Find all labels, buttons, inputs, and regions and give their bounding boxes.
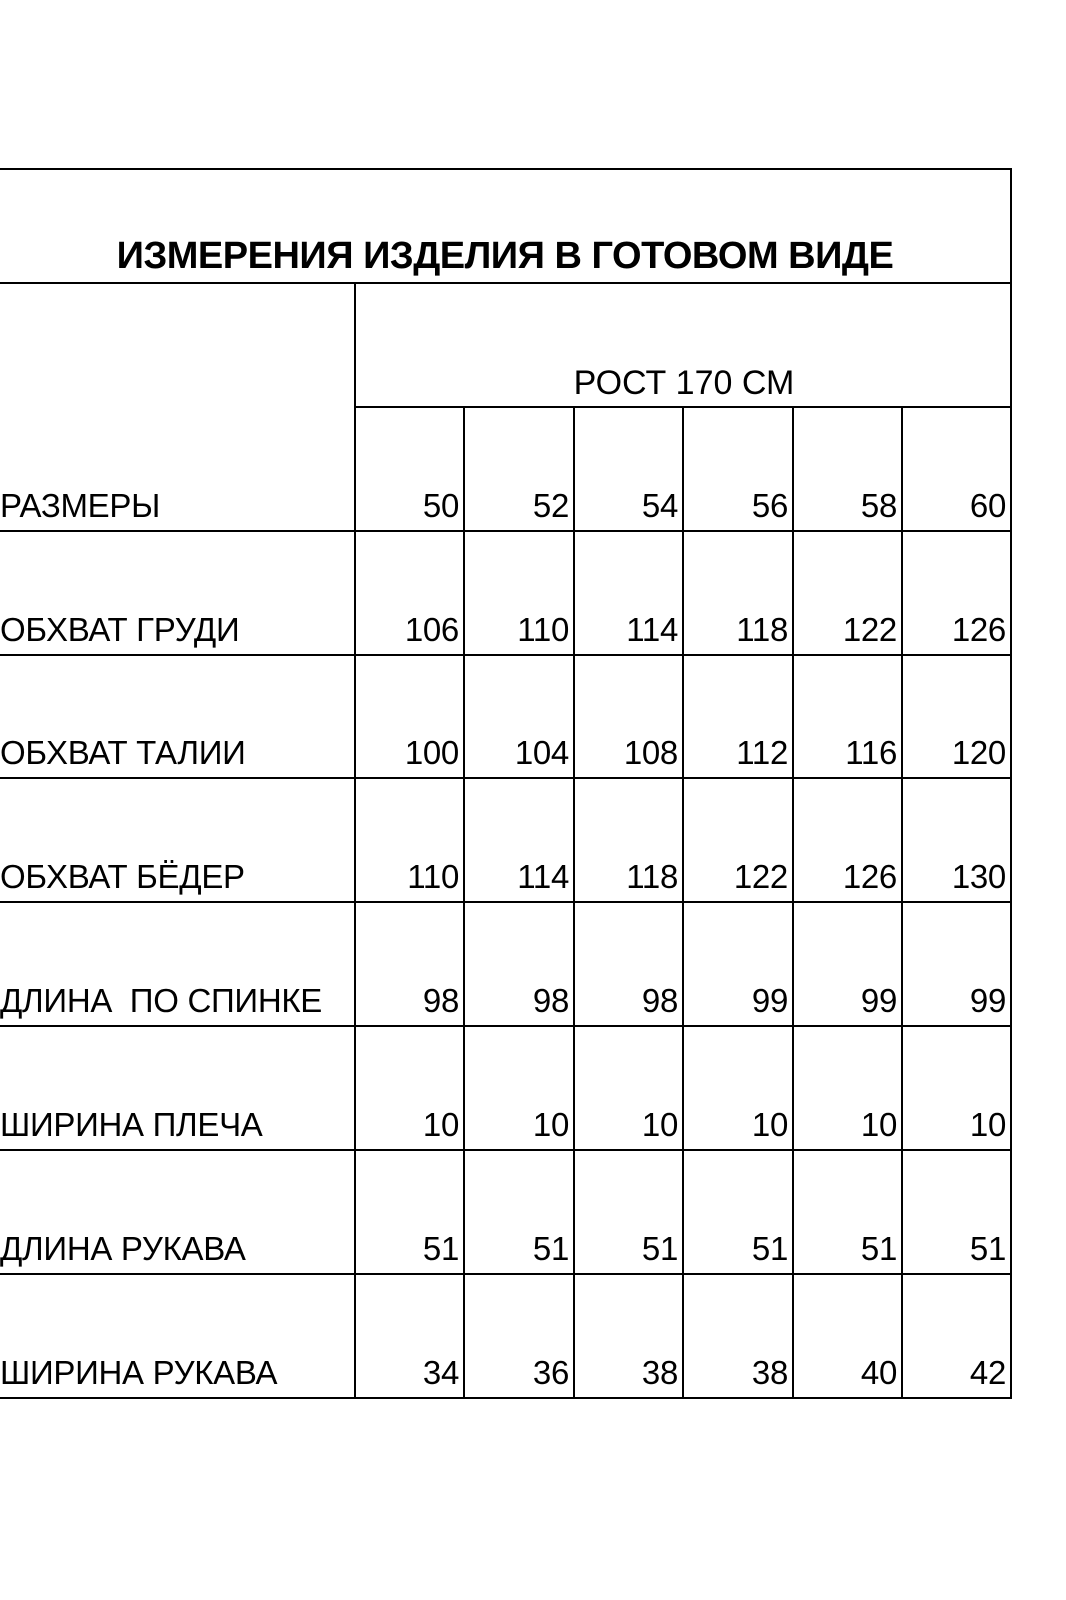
table-cell: 116 [845, 734, 897, 771]
table-cell: 10 [751, 1106, 788, 1143]
size-column-divider [792, 408, 794, 1399]
row-label: ШИРИНА ПЛЕЧА [0, 1106, 263, 1143]
table-cell: 112 [736, 734, 788, 771]
row-label: ОБХВАТ БЁДЕР [0, 858, 245, 895]
table-cell: 56 [751, 487, 788, 524]
row-divider [0, 1397, 1012, 1399]
title-divider [0, 282, 1012, 284]
label-column-divider [354, 284, 356, 1399]
table-cell: 106 [404, 611, 459, 648]
table-cell: 10 [422, 1106, 459, 1143]
table-cell: 130 [951, 858, 1006, 895]
row-label: ОБХВАТ ГРУДИ [0, 611, 240, 648]
table-cell: 122 [842, 611, 897, 648]
row-divider [0, 777, 1012, 779]
table-cell: 126 [951, 611, 1006, 648]
table-cell: 98 [641, 982, 678, 1019]
row-label: ОБХВАТ ТАЛИИ [0, 734, 246, 771]
table-title: ИЗМЕРЕНИЯ ИЗДЕЛИЯ В ГОТОВОМ ВИДЕ [116, 235, 894, 277]
size-column-divider [682, 408, 684, 1399]
table-cell: 98 [422, 982, 459, 1019]
table-cell: 10 [532, 1106, 569, 1143]
table-cell: 51 [969, 1230, 1006, 1267]
table-border-right [1010, 168, 1012, 1399]
table-cell: 42 [969, 1354, 1006, 1391]
table-cell: 114 [626, 611, 678, 648]
table-cell: 99 [860, 982, 897, 1019]
table-cell: 51 [422, 1230, 459, 1267]
table-cell: 99 [751, 982, 788, 1019]
table-cell: 38 [641, 1354, 678, 1391]
table-cell: 58 [860, 487, 897, 524]
table-cell: 120 [951, 734, 1006, 771]
table-cell: 10 [641, 1106, 678, 1143]
table-cell: 36 [532, 1354, 569, 1391]
table-cell: 110 [517, 611, 569, 648]
table-cell: 122 [733, 858, 788, 895]
row-label: ДЛИНА ПО СПИНКЕ [0, 982, 322, 1019]
size-column-divider [573, 408, 575, 1399]
row-divider [0, 1273, 1012, 1275]
table-cell: 54 [641, 487, 678, 524]
row-divider [0, 530, 1012, 532]
table-cell: 108 [623, 734, 678, 771]
table-cell: 114 [517, 858, 569, 895]
row-divider [0, 1149, 1012, 1151]
table-cell: 51 [751, 1230, 788, 1267]
table-cell: 118 [626, 858, 678, 895]
table-border-top [0, 168, 1012, 170]
table-cell: 126 [842, 858, 897, 895]
table-cell: 38 [751, 1354, 788, 1391]
table-cell: 10 [969, 1106, 1006, 1143]
table-cell: 52 [532, 487, 569, 524]
size-column-divider [901, 408, 903, 1399]
table-cell: 10 [860, 1106, 897, 1143]
table-cell: 99 [969, 982, 1006, 1019]
table-cell: 100 [404, 734, 459, 771]
row-divider [0, 1025, 1012, 1027]
table-cell: 34 [422, 1354, 459, 1391]
row-divider [0, 901, 1012, 903]
table-cell: 104 [514, 734, 569, 771]
size-column-divider [463, 408, 465, 1399]
table-cell: 51 [860, 1230, 897, 1267]
row-label: ДЛИНА РУКАВА [0, 1230, 246, 1267]
row-divider [0, 654, 1012, 656]
table-cell: 118 [736, 611, 788, 648]
table-cell: 60 [969, 487, 1006, 524]
table-cell: 50 [422, 487, 459, 524]
table-cell: 110 [407, 858, 459, 895]
table-cell: 98 [532, 982, 569, 1019]
row-label: РАЗМЕРЫ [0, 487, 160, 524]
row-label: ШИРИНА РУКАВА [0, 1354, 278, 1391]
table-cell: 51 [532, 1230, 569, 1267]
table-cell: 51 [641, 1230, 678, 1267]
table-cell: 40 [860, 1354, 897, 1391]
height-label: РОСТ 170 СМ [573, 364, 795, 402]
